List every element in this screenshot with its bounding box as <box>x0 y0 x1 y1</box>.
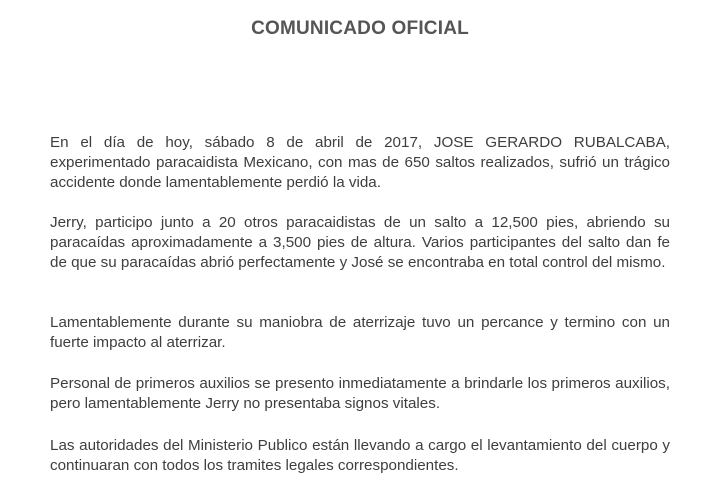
document-title: COMUNICADO OFICIAL <box>251 18 469 39</box>
paragraph-jump-details: Jerry, participo junto a 20 otros paracaidistas de un salto a 12,500 pies, abriendo su paracaídas aproximadamente a 3,500 pies de altura. Varios participantes del salto dan fe de que su paracaídas abrió perfectamente y José se encontraba en total control del mismo. <box>50 214 670 271</box>
paragraph-first-aid: Personal de primeros auxilios se presento inmediatamente a brindarle los primeros auxilios, pero lamentablemente Jerry no presentaba signos vitales. <box>50 375 670 412</box>
paragraph-authorities: Las autoridades del Ministerio Publico están llevando a cargo el levantamiento del cuerpo y continuaran con todos los tramites legales correspondientes. <box>50 437 670 474</box>
paragraph-landing-incident: Lamentablemente durante su maniobra de aterrizaje tuvo un percance y termino con un fuerte impacto al aterrizar. <box>50 314 670 351</box>
paragraph-accident-announcement: En el día de hoy, sábado 8 de abril de 2017, JOSE GERARDO RUBALCABA, experimentado paracaidista Mexicano, con mas de 650 saltos realizados, sufrió un trágico accidente donde lamentablemente perdió la vida. <box>50 134 670 191</box>
